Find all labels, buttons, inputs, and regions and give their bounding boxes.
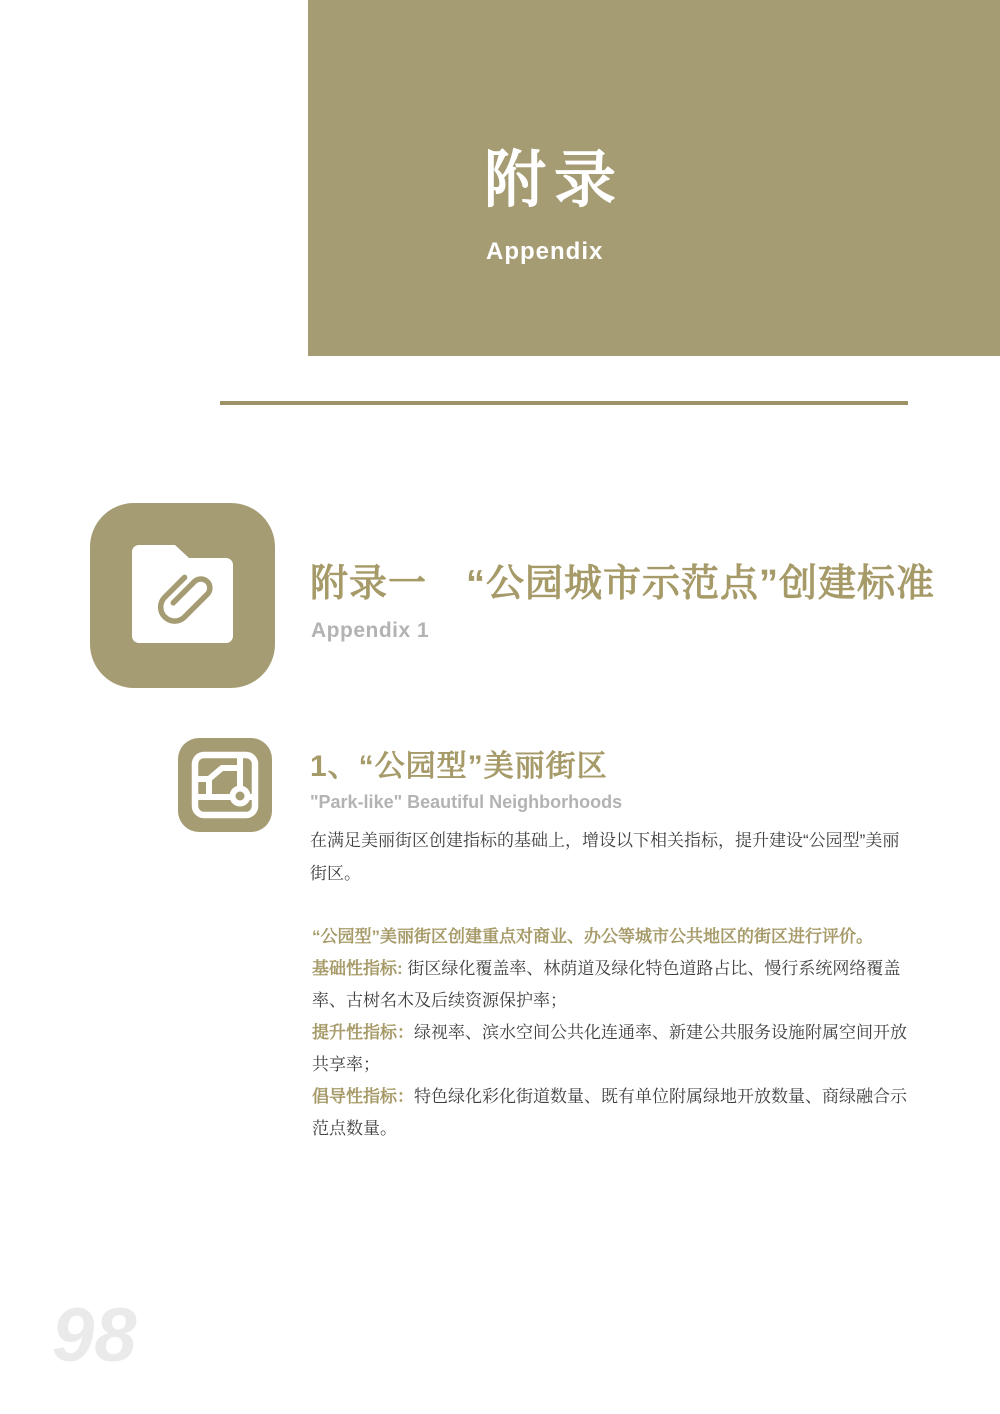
section-heading: 1、“公园型”美丽街区: [310, 750, 608, 783]
section-intro: 在满足美丽街区创建指标的基础上，增设以下相关指标，提升建设“公园型”美丽街区。: [310, 831, 900, 883]
page-number: 98: [52, 1293, 137, 1378]
criteria-item-enhance: [312, 1017, 916, 1081]
section-subheading: "Park-like" Beautiful Neighborhoods: [310, 792, 623, 812]
map-plan-icon: [178, 738, 272, 832]
banner-subtitle: Appendix: [486, 238, 604, 265]
criteria-label-enhance: 提升性指标：: [312, 1023, 414, 1042]
criteria-lead: “公园型”美丽街区创建重点对商业、办公等城市公共地区的街区进行评价。: [312, 927, 873, 946]
criteria-label-advocate: 倡导性指标：: [312, 1087, 414, 1106]
criteria-item-basic: [312, 953, 916, 1017]
criteria-text-advocate: 特色绿化彩化街道数量、既有单位附属绿地开放数量、商绿融合示范点数量。: [312, 1087, 907, 1138]
criteria-text-enhance: 绿视率、滨水空间公共化连通率、新建公共服务设施附属空间开放共享率；: [312, 1023, 907, 1074]
divider-rule: [220, 401, 908, 405]
appendix-subtitle: Appendix 1: [311, 619, 430, 642]
criteria-text-basic: 街区绿化覆盖率、林荫道及绿化特色道路占比、慢行系统网络覆盖率、古树名木及后续资源保护率；: [312, 959, 901, 1010]
appendix-title: 附录一 “公园城市示范点”创建标准: [310, 563, 936, 605]
folder-paperclip-icon: [90, 503, 275, 688]
criteria-block: [312, 921, 916, 1145]
banner-title: 附录: [484, 146, 625, 215]
criteria-item-advocate: [312, 1081, 916, 1145]
appendix-banner: [308, 0, 1000, 356]
criteria-label-basic: 基础性指标:: [312, 959, 403, 978]
